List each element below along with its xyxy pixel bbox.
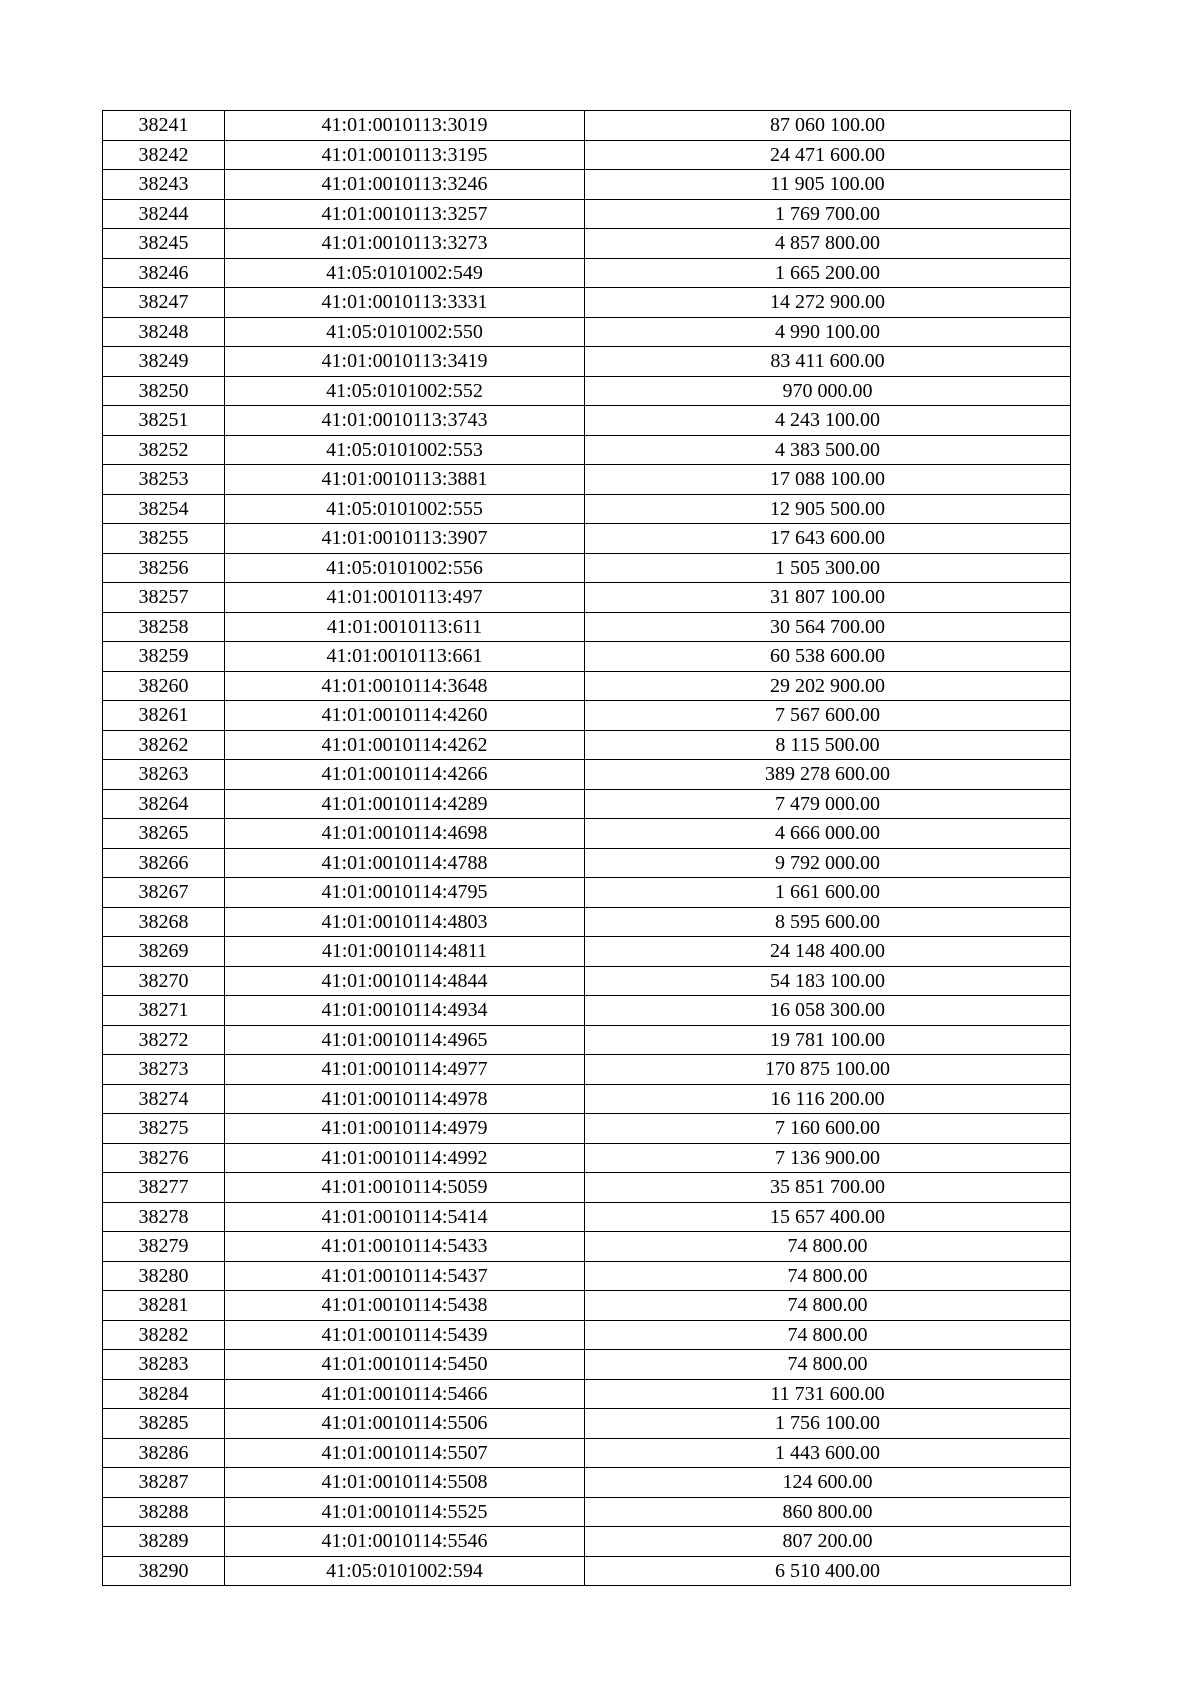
cadastral-number-cell: 41:01:0010114:4266 xyxy=(225,760,585,790)
table-row xyxy=(103,1379,1071,1409)
cadastral-value-cell: 74 800.00 xyxy=(585,1232,1071,1262)
cadastral-value-cell: 1 443 600.00 xyxy=(585,1438,1071,1468)
table-row xyxy=(103,1025,1071,1055)
row-number-cell: 38267 xyxy=(103,878,225,908)
row-number-cell: 38271 xyxy=(103,996,225,1026)
table-row xyxy=(103,229,1071,259)
cadastral-value-cell: 1 769 700.00 xyxy=(585,199,1071,229)
row-number-cell: 38288 xyxy=(103,1497,225,1527)
cadastral-number-cell: 41:05:0101002:594 xyxy=(225,1556,585,1586)
cadastral-value-cell: 7 136 900.00 xyxy=(585,1143,1071,1173)
cadastral-number-cell: 41:01:0010113:3195 xyxy=(225,140,585,170)
cadastral-number-cell: 41:01:0010114:4260 xyxy=(225,701,585,731)
table-row xyxy=(103,937,1071,967)
cadastral-value-cell: 1 756 100.00 xyxy=(585,1409,1071,1439)
table-body xyxy=(103,111,1071,1586)
row-number-cell: 38242 xyxy=(103,140,225,170)
row-number-cell: 38255 xyxy=(103,524,225,554)
cadastral-value-cell: 17 088 100.00 xyxy=(585,465,1071,495)
cadastral-value-cell: 7 160 600.00 xyxy=(585,1114,1071,1144)
cadastral-number-cell: 41:05:0101002:550 xyxy=(225,317,585,347)
table-row xyxy=(103,1497,1071,1527)
cadastral-number-cell: 41:01:0010114:4844 xyxy=(225,966,585,996)
table-row xyxy=(103,730,1071,760)
row-number-cell: 38269 xyxy=(103,937,225,967)
table-row xyxy=(103,1291,1071,1321)
row-number-cell: 38266 xyxy=(103,848,225,878)
table-row xyxy=(103,524,1071,554)
cadastral-value-cell: 24 471 600.00 xyxy=(585,140,1071,170)
row-number-cell: 38252 xyxy=(103,435,225,465)
row-number-cell: 38263 xyxy=(103,760,225,790)
cadastral-number-cell: 41:01:0010114:5546 xyxy=(225,1527,585,1557)
row-number-cell: 38254 xyxy=(103,494,225,524)
cadastral-value-cell: 74 800.00 xyxy=(585,1261,1071,1291)
cadastral-number-cell: 41:01:0010114:5508 xyxy=(225,1468,585,1498)
table-row xyxy=(103,819,1071,849)
cadastral-value-cell: 19 781 100.00 xyxy=(585,1025,1071,1055)
cadastral-number-cell: 41:01:0010114:4965 xyxy=(225,1025,585,1055)
row-number-cell: 38274 xyxy=(103,1084,225,1114)
cadastral-number-cell: 41:01:0010113:611 xyxy=(225,612,585,642)
cadastral-number-cell: 41:01:0010114:5525 xyxy=(225,1497,585,1527)
cadastral-value-cell: 31 807 100.00 xyxy=(585,583,1071,613)
row-number-cell: 38285 xyxy=(103,1409,225,1439)
cadastral-number-cell: 41:01:0010114:3648 xyxy=(225,671,585,701)
cadastral-number-cell: 41:01:0010113:3246 xyxy=(225,170,585,200)
row-number-cell: 38249 xyxy=(103,347,225,377)
table-row xyxy=(103,612,1071,642)
row-number-cell: 38286 xyxy=(103,1438,225,1468)
row-number-cell: 38250 xyxy=(103,376,225,406)
cadastral-value-cell: 16 058 300.00 xyxy=(585,996,1071,1026)
row-number-cell: 38279 xyxy=(103,1232,225,1262)
cadastral-number-cell: 41:01:0010114:5433 xyxy=(225,1232,585,1262)
row-number-cell: 38262 xyxy=(103,730,225,760)
cadastral-number-cell: 41:01:0010114:4934 xyxy=(225,996,585,1026)
table-row xyxy=(103,406,1071,436)
row-number-cell: 38246 xyxy=(103,258,225,288)
cadastral-value-cell: 54 183 100.00 xyxy=(585,966,1071,996)
cadastral-number-cell: 41:01:0010114:5059 xyxy=(225,1173,585,1203)
row-number-cell: 38289 xyxy=(103,1527,225,1557)
row-number-cell: 38270 xyxy=(103,966,225,996)
cadastral-value-cell: 170 875 100.00 xyxy=(585,1055,1071,1085)
cadastral-value-cell: 29 202 900.00 xyxy=(585,671,1071,701)
table-row xyxy=(103,583,1071,613)
row-number-cell: 38261 xyxy=(103,701,225,731)
cadastral-number-cell: 41:01:0010114:5450 xyxy=(225,1350,585,1380)
cadastral-value-cell: 970 000.00 xyxy=(585,376,1071,406)
row-number-cell: 38272 xyxy=(103,1025,225,1055)
row-number-cell: 38247 xyxy=(103,288,225,318)
table-row xyxy=(103,966,1071,996)
table-row xyxy=(103,1468,1071,1498)
table-row xyxy=(103,170,1071,200)
cadastral-value-cell: 16 116 200.00 xyxy=(585,1084,1071,1114)
row-number-cell: 38268 xyxy=(103,907,225,937)
cadastral-number-cell: 41:01:0010114:4977 xyxy=(225,1055,585,1085)
table-row xyxy=(103,1202,1071,1232)
table-row xyxy=(103,1320,1071,1350)
table-row xyxy=(103,1173,1071,1203)
table-row xyxy=(103,642,1071,672)
row-number-cell: 38281 xyxy=(103,1291,225,1321)
row-number-cell: 38260 xyxy=(103,671,225,701)
cadastral-value-cell: 860 800.00 xyxy=(585,1497,1071,1527)
table-row xyxy=(103,1232,1071,1262)
cadastral-number-cell: 41:01:0010114:5466 xyxy=(225,1379,585,1409)
cadastral-value-cell: 7 479 000.00 xyxy=(585,789,1071,819)
cadastral-number-cell: 41:01:0010113:497 xyxy=(225,583,585,613)
cadastral-number-cell: 41:01:0010114:5437 xyxy=(225,1261,585,1291)
cadastral-number-cell: 41:05:0101002:555 xyxy=(225,494,585,524)
cadastral-value-cell: 4 857 800.00 xyxy=(585,229,1071,259)
cadastral-value-cell: 807 200.00 xyxy=(585,1527,1071,1557)
row-number-cell: 38275 xyxy=(103,1114,225,1144)
cadastral-value-cell: 11 731 600.00 xyxy=(585,1379,1071,1409)
row-number-cell: 38256 xyxy=(103,553,225,583)
cadastral-value-cell: 35 851 700.00 xyxy=(585,1173,1071,1203)
table-row xyxy=(103,258,1071,288)
cadastral-value-cell: 1 505 300.00 xyxy=(585,553,1071,583)
cadastral-value-cell: 389 278 600.00 xyxy=(585,760,1071,790)
cadastral-value-cell: 30 564 700.00 xyxy=(585,612,1071,642)
table-row xyxy=(103,1114,1071,1144)
cadastral-value-cell: 1 665 200.00 xyxy=(585,258,1071,288)
cadastral-number-cell: 41:01:0010114:4698 xyxy=(225,819,585,849)
table-row xyxy=(103,789,1071,819)
table-row xyxy=(103,1350,1071,1380)
cadastral-number-cell: 41:05:0101002:552 xyxy=(225,376,585,406)
cadastral-number-cell: 41:01:0010113:3881 xyxy=(225,465,585,495)
table-row xyxy=(103,1055,1071,1085)
cadastral-value-cell: 74 800.00 xyxy=(585,1291,1071,1321)
cadastral-value-cell: 17 643 600.00 xyxy=(585,524,1071,554)
row-number-cell: 38241 xyxy=(103,111,225,141)
row-number-cell: 38248 xyxy=(103,317,225,347)
cadastral-number-cell: 41:01:0010114:5506 xyxy=(225,1409,585,1439)
cadastral-number-cell: 41:01:0010114:4262 xyxy=(225,730,585,760)
table-row xyxy=(103,848,1071,878)
cadastral-value-cell: 4 243 100.00 xyxy=(585,406,1071,436)
table-row xyxy=(103,701,1071,731)
table-row xyxy=(103,878,1071,908)
table-row xyxy=(103,1438,1071,1468)
table-row xyxy=(103,288,1071,318)
cadastral-value-cell: 12 905 500.00 xyxy=(585,494,1071,524)
table-row xyxy=(103,494,1071,524)
row-number-cell: 38282 xyxy=(103,1320,225,1350)
row-number-cell: 38253 xyxy=(103,465,225,495)
cadastral-value-cell: 8 115 500.00 xyxy=(585,730,1071,760)
cadastral-number-cell: 41:01:0010113:3419 xyxy=(225,347,585,377)
cadastral-value-cell: 4 990 100.00 xyxy=(585,317,1071,347)
row-number-cell: 38264 xyxy=(103,789,225,819)
row-number-cell: 38251 xyxy=(103,406,225,436)
cadastral-value-cell: 11 905 100.00 xyxy=(585,170,1071,200)
cadastral-number-cell: 41:01:0010114:4992 xyxy=(225,1143,585,1173)
cadastral-value-cell: 4 383 500.00 xyxy=(585,435,1071,465)
cadastral-value-cell: 4 666 000.00 xyxy=(585,819,1071,849)
cadastral-value-cell: 24 148 400.00 xyxy=(585,937,1071,967)
cadastral-number-cell: 41:01:0010114:4979 xyxy=(225,1114,585,1144)
table-row xyxy=(103,1143,1071,1173)
cadastral-value-cell: 9 792 000.00 xyxy=(585,848,1071,878)
cadastral-number-cell: 41:01:0010113:3273 xyxy=(225,229,585,259)
cadastral-number-cell: 41:01:0010114:5439 xyxy=(225,1320,585,1350)
table-row xyxy=(103,435,1071,465)
table-row xyxy=(103,907,1071,937)
row-number-cell: 38287 xyxy=(103,1468,225,1498)
row-number-cell: 38276 xyxy=(103,1143,225,1173)
row-number-cell: 38283 xyxy=(103,1350,225,1380)
table-row xyxy=(103,760,1071,790)
table-row xyxy=(103,671,1071,701)
cadastral-number-cell: 41:01:0010114:4978 xyxy=(225,1084,585,1114)
table-row xyxy=(103,465,1071,495)
cadastral-number-cell: 41:01:0010114:5414 xyxy=(225,1202,585,1232)
cadastral-value-cell: 60 538 600.00 xyxy=(585,642,1071,672)
table-row xyxy=(103,376,1071,406)
table-row xyxy=(103,317,1071,347)
cadastral-value-cell: 8 595 600.00 xyxy=(585,907,1071,937)
table-row xyxy=(103,140,1071,170)
cadastral-value-cell: 1 661 600.00 xyxy=(585,878,1071,908)
cadastral-value-cell: 124 600.00 xyxy=(585,1468,1071,1498)
row-number-cell: 38265 xyxy=(103,819,225,849)
cadastral-value-cell: 83 411 600.00 xyxy=(585,347,1071,377)
cadastral-number-cell: 41:05:0101002:556 xyxy=(225,553,585,583)
row-number-cell: 38259 xyxy=(103,642,225,672)
table-row xyxy=(103,996,1071,1026)
cadastral-number-cell: 41:05:0101002:549 xyxy=(225,258,585,288)
cadastral-number-cell: 41:05:0101002:553 xyxy=(225,435,585,465)
cadastral-number-cell: 41:01:0010114:4811 xyxy=(225,937,585,967)
row-number-cell: 38273 xyxy=(103,1055,225,1085)
cadastral-value-cell: 15 657 400.00 xyxy=(585,1202,1071,1232)
row-number-cell: 38277 xyxy=(103,1173,225,1203)
cadastral-number-cell: 41:01:0010114:4795 xyxy=(225,878,585,908)
table-row xyxy=(103,1527,1071,1557)
table-row xyxy=(103,553,1071,583)
row-number-cell: 38290 xyxy=(103,1556,225,1586)
cadastral-number-cell: 41:01:0010114:5507 xyxy=(225,1438,585,1468)
cadastral-number-cell: 41:01:0010114:4803 xyxy=(225,907,585,937)
cadastral-number-cell: 41:01:0010113:3257 xyxy=(225,199,585,229)
row-number-cell: 38244 xyxy=(103,199,225,229)
cadastral-value-cell: 14 272 900.00 xyxy=(585,288,1071,318)
cadastral-value-cell: 87 060 100.00 xyxy=(585,111,1071,141)
row-number-cell: 38245 xyxy=(103,229,225,259)
cadastral-value-cell: 74 800.00 xyxy=(585,1320,1071,1350)
table-row xyxy=(103,1556,1071,1586)
row-number-cell: 38243 xyxy=(103,170,225,200)
table-row xyxy=(103,347,1071,377)
cadastral-number-cell: 41:01:0010113:3019 xyxy=(225,111,585,141)
cadastral-number-cell: 41:01:0010113:3907 xyxy=(225,524,585,554)
row-number-cell: 38257 xyxy=(103,583,225,613)
table-row xyxy=(103,111,1071,141)
cadastral-number-cell: 41:01:0010113:3743 xyxy=(225,406,585,436)
row-number-cell: 38284 xyxy=(103,1379,225,1409)
cadastral-number-cell: 41:01:0010113:661 xyxy=(225,642,585,672)
table-row xyxy=(103,1261,1071,1291)
cadastral-number-cell: 41:01:0010114:4788 xyxy=(225,848,585,878)
table-row xyxy=(103,199,1071,229)
cadastral-value-table xyxy=(102,110,1071,1586)
cadastral-value-cell: 6 510 400.00 xyxy=(585,1556,1071,1586)
cadastral-number-cell: 41:01:0010114:5438 xyxy=(225,1291,585,1321)
row-number-cell: 38280 xyxy=(103,1261,225,1291)
cadastral-value-cell: 74 800.00 xyxy=(585,1350,1071,1380)
row-number-cell: 38258 xyxy=(103,612,225,642)
cadastral-value-cell: 7 567 600.00 xyxy=(585,701,1071,731)
cadastral-number-cell: 41:01:0010114:4289 xyxy=(225,789,585,819)
row-number-cell: 38278 xyxy=(103,1202,225,1232)
cadastral-number-cell: 41:01:0010113:3331 xyxy=(225,288,585,318)
table-row xyxy=(103,1084,1071,1114)
table-row xyxy=(103,1409,1071,1439)
